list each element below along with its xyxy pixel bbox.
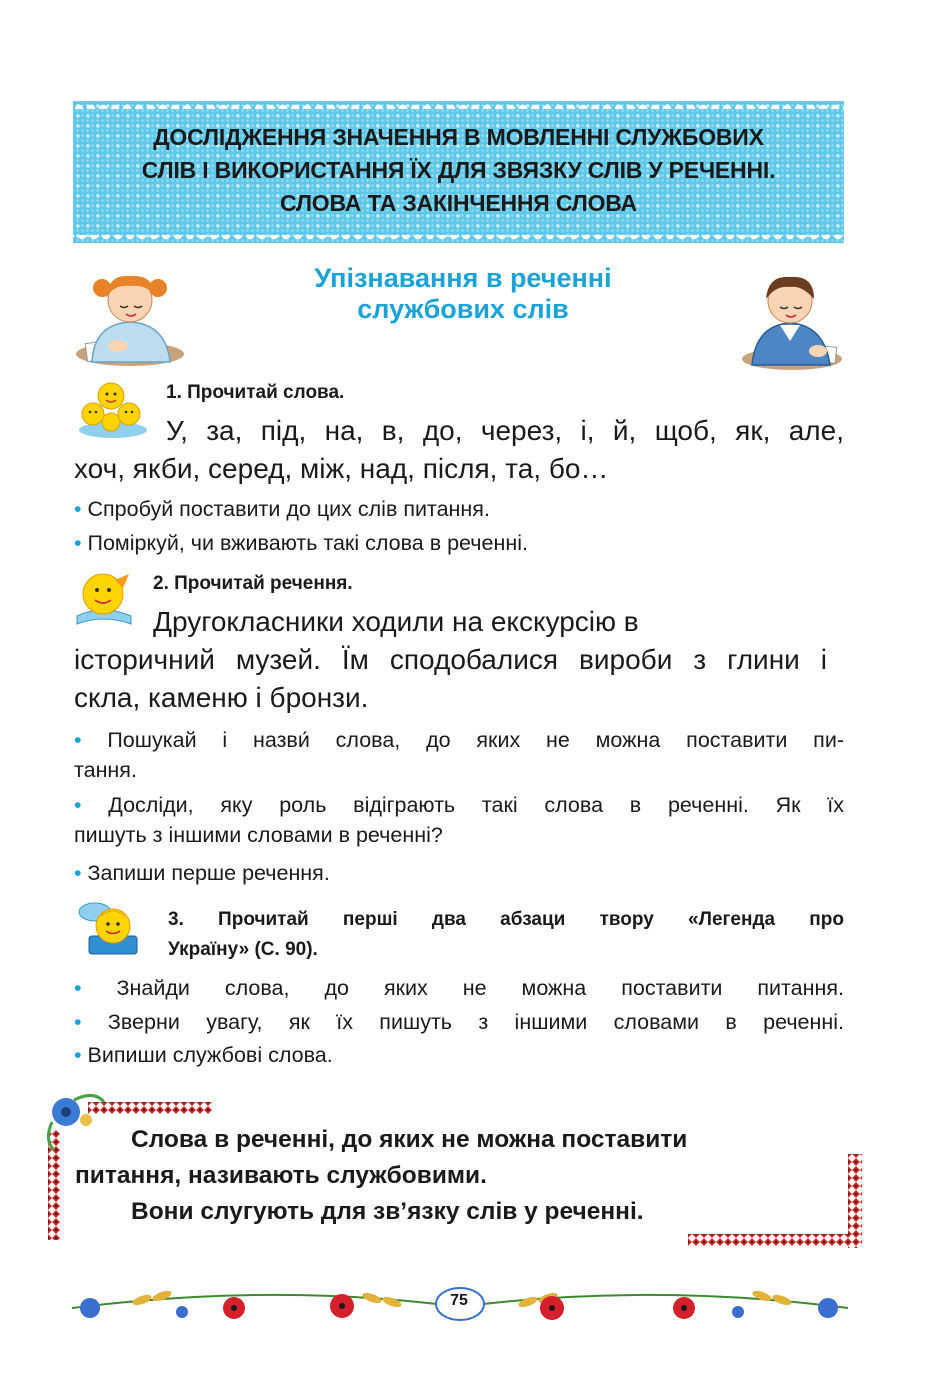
- task-one-words-line-2: хоч, якби, серед, між, над, після, та, бо…: [74, 453, 609, 484]
- task-three-bullet-2-line: [74, 1007, 844, 1037]
- rule-line-1: Слова в реченні, до яких не можна поставити: [131, 1126, 688, 1153]
- task-one-bullet-2-text: Поміркуй, чи вживають такі слова в реченні.: [87, 531, 528, 555]
- rule-line-2: питання, називають службовими.: [75, 1162, 487, 1189]
- banner-title-line-2: СЛІВ І ВИКОРИСТАННЯ ЇХ ДЛЯ ЗВЯЗКУ СЛІВ У РЕЧЕННІ.: [141, 157, 776, 183]
- task-three-bullet-3: [74, 1040, 844, 1070]
- task-two-bullet-2-text-1: Досліди, яку роль відіграють такі слова в реченні. Як їх: [108, 793, 844, 817]
- banner-lace-top: [73, 101, 844, 109]
- task-two-text-line-2: історичний музей. Їм сподобалися вироби з глини і: [74, 644, 827, 675]
- task-three-bullet-1-line: [74, 973, 844, 1003]
- task-three-bullet-2-text: Зверни увагу, як їх пишуть з іншими словами в реченні.: [107, 1010, 844, 1034]
- task-two-bullet-1: [74, 725, 844, 785]
- task-one-bullet-1: [74, 494, 844, 524]
- page-number: 75: [450, 1292, 468, 1309]
- bullet-dot: •: [74, 728, 82, 752]
- task-one-heading: 1. Прочитай слова.: [166, 382, 345, 403]
- bullet-dot: •: [74, 793, 82, 817]
- task-three-heading-line-1: 3. Прочитай перші два абзаци твору «Легенда про: [168, 909, 844, 930]
- bullet-dot: •: [74, 976, 82, 1000]
- task-three-heading-line-2: Україну» (С. 90).: [168, 939, 318, 960]
- subtitle-line-2: службових слів: [357, 294, 569, 324]
- banner-title: [73, 121, 844, 220]
- girl-reading-illustration: [74, 262, 186, 366]
- rule-line-3: Вони слугують для зв’язку слів у реченні.: [131, 1198, 644, 1225]
- section-subtitle: [250, 263, 676, 325]
- banner-title-line-3: СЛОВА ТА ЗАКІНЧЕННЯ СЛОВА: [280, 190, 637, 216]
- title-banner: [73, 101, 844, 243]
- banner-title-line-1: ДОСЛІДЖЕННЯ ЗНАЧЕННЯ В МОВЛЕННІ СЛУЖБОВИХ: [153, 124, 764, 150]
- banner-lace-bottom: [73, 235, 844, 243]
- task-two-bullet-1-text-2: тання.: [74, 758, 137, 782]
- bullet-dot: •: [74, 1043, 82, 1067]
- task-two-bullet-1-line-1: [74, 725, 844, 755]
- rule-box: [75, 1122, 845, 1230]
- bullet-dot: •: [74, 497, 82, 521]
- task-two-bullet-2: [74, 790, 844, 850]
- task-one-bullet-2: [74, 528, 844, 558]
- task-three-heading: [168, 905, 844, 965]
- task-two-bullet-3-text: Запиши перше речення.: [87, 861, 330, 885]
- task-three-bullet-1-text: Знайди слова, до яких не можна поставити питання.: [116, 976, 844, 1000]
- subtitle-line-1: Упізнавання в реченні: [314, 263, 612, 293]
- bullet-dot: •: [74, 861, 82, 885]
- task-two-heading: 2. Прочитай речення.: [153, 573, 353, 594]
- task-three-bullet-3-text: Випиши службові слова.: [87, 1043, 333, 1067]
- bullet-dot: •: [74, 531, 82, 555]
- task-one-words-line-1: У, за, під, на, в, до, через, і, й, щоб, як, але,: [166, 415, 844, 446]
- task-two-text-line-1: Другокласники ходили на екскурсію в: [153, 606, 639, 637]
- task-one-bullet-1-text: Спробуй поставити до цих слів питання.: [87, 497, 490, 521]
- task-three-bullet-1: [74, 973, 844, 1003]
- task-three-sun-cloud-icon: [73, 898, 149, 958]
- bullet-dot: •: [74, 1010, 82, 1034]
- task-three-bullet-2: [74, 1007, 844, 1037]
- task-two-bullet-1-text-1: Пошукай і назви́ слова, до яких не можна поставити пи-: [107, 728, 844, 752]
- task-two-sun-book-icon: [73, 568, 135, 628]
- task-two-bullet-2-text-2: пишуть з іншими словами в реченні?: [74, 823, 443, 847]
- boy-writing-illustration: [732, 265, 844, 371]
- task-two-text-line-3: скла, каменю і бронзи.: [74, 682, 369, 713]
- task-two-bullet-2-line-1: [74, 790, 844, 820]
- task-one-sun-family-icon: [73, 378, 151, 440]
- task-two-bullet-3: [74, 858, 844, 888]
